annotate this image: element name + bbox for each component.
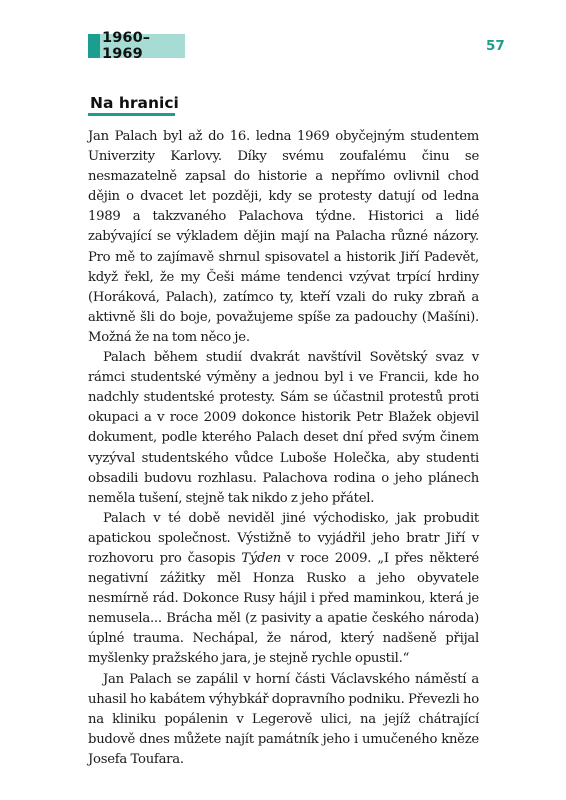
article-body — [88, 127, 479, 770]
badge-accent-block — [88, 34, 100, 58]
paragraph-1: Jan Palach byl až do 16. ledna 1969 obyčejným studentem Univerzity Karlovy. Díky svému zoufalému činu se nesmazatelně zapsal do historie a nepřímo ovlivnil chod dějin o dvacet let později, kdy se protesty datují od ledna 1989 a takzvaného Palachova týdne. Historici a lidé zabývající se výkladem dějin mají na Palacha různé názory. Pro mě to zajímavě shrnul spisovatel a historik Jiří Padevět, když řekl, že my Češi máme tendenci vzývat trpící hrdiny (Horáková, Palach), zatímco ty, kteří vzali do ruky zbraň a aktivně šli do boje, považujeme spíše za padouchy (Mašíni). Možná že na tom něco je. — [88, 129, 479, 345]
paragraph-2: Palach během studií dvakrát navštívil Sovětský svaz v rámci studentské výměny a jednou byl i ve Francii, kde ho nadchly studentské protesty. Sám se účastnil protestů proti okupaci a v roce 2009 dokonce historik Petr Blažek objevil dokument, podle kterého Palach deset dní před svým činem vyzýval studentského vůdce Luboše Holečka, aby studenti obsadili budovu rozhlasu. Palachova rodina o jeho plánech neměla tušení, stejně tak nikdo z jeho přátel. — [88, 350, 479, 506]
page-number: 57 — [486, 38, 505, 54]
paragraph-3-text-after: v roce 2009. „I přes některé negativní zážitky měl Honza Rusko a jeho obyvatele nesmírně rád. Dokonce Rusy hájil i před maminkou, která je nemusela... Brácha měl (z pasivity a apatie českého národa) úplné trauma. Nechápal, že národ, který nadšeně přijal myšlenky pražského jara, je stejně rychle opustil.“ — [88, 550, 479, 667]
paragraph-3 — [88, 509, 479, 670]
chapter-period-badge — [88, 30, 185, 62]
section-title-underline — [88, 113, 175, 116]
magazine-title: Týden — [241, 550, 281, 566]
section-title: Na hranici — [90, 94, 179, 112]
paragraph-4: Jan Palach se zapálil v horní části Václavského náměstí a uhasil ho kabátem výhybkář dopravního podniku. Převezli ho na kliniku popálenin v Legerově ulici, na jejíž chátrající budově dnes můžete najít památník jeho i umučeného kněze Josefa Toufara. — [88, 671, 479, 767]
chapter-period-label: 1960–1969 — [100, 34, 185, 58]
paragraph-3-text-before: Palach v té době neviděl jiné východisko, jak probudit apatickou společnost. Výstižně to vyjádřil jeho bratr Jiří v rozhovoru pro časopis — [88, 510, 479, 566]
